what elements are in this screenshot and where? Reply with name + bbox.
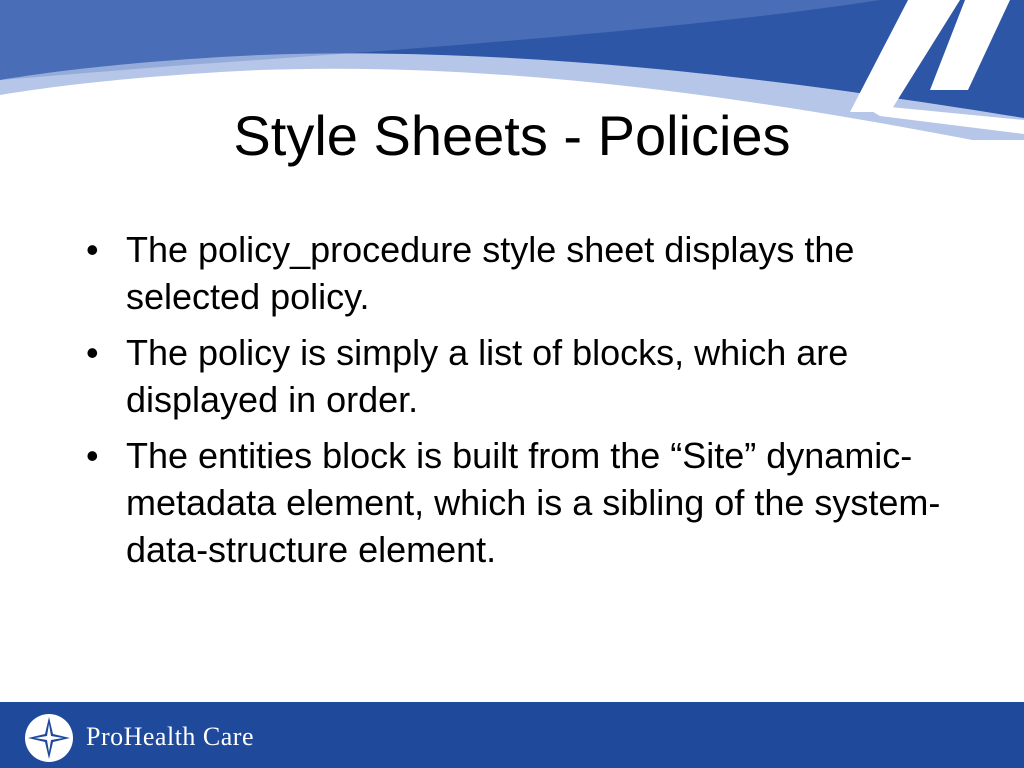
cross-star-logo-icon [24,713,74,763]
brand-name: ProHealth Care [86,722,255,751]
bullet-item [86,432,956,573]
footer-bar [0,702,1024,768]
bullet-item [86,226,956,320]
bullet-symbol: • [86,332,99,373]
bullet-text: The policy_procedure style sheet displays the selected policy. [126,229,855,317]
bullet-item [86,329,956,423]
bullet-list [86,226,956,582]
bullet-symbol: • [86,435,99,476]
bullet-text: The policy is simply a list of blocks, which are displayed in order. [126,332,849,420]
bullet-text: The entities block is built from the “Site” dynamic-metadata element, which is a sibling of the system-data-structure element. [126,435,941,570]
slide-title: Style Sheets - Policies [233,104,791,167]
bullet-symbol: • [86,229,99,270]
